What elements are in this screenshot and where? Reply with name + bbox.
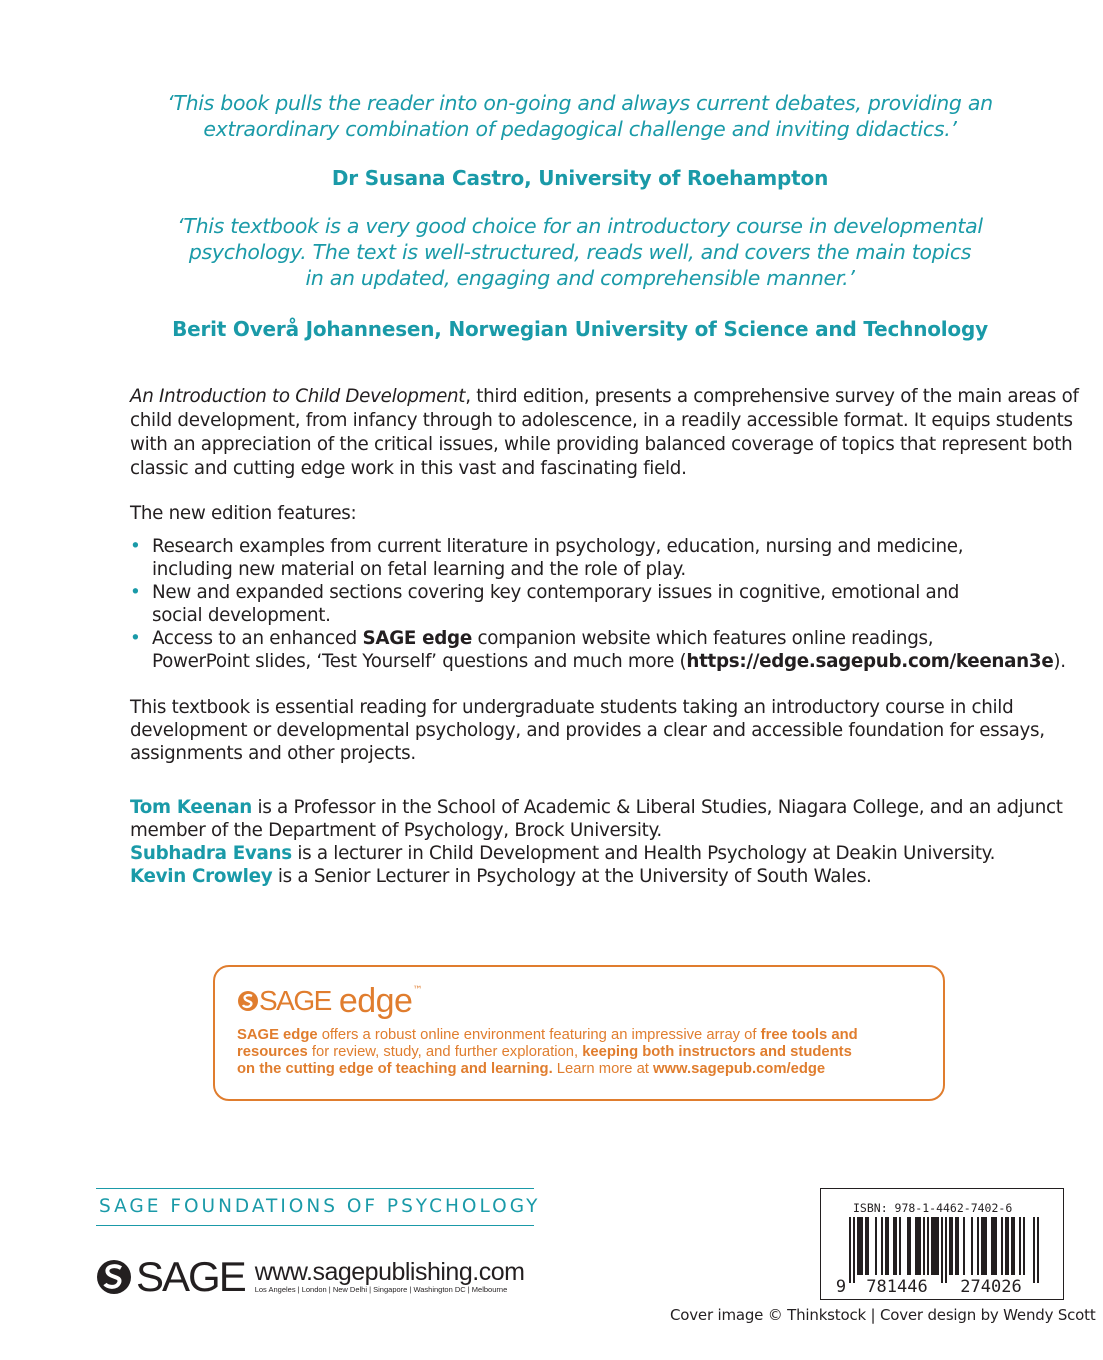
barcode-bar <box>981 1217 983 1275</box>
barcode-bar <box>941 1217 943 1283</box>
trademark-mark: ™ <box>412 985 423 996</box>
barcode-bar <box>971 1217 973 1275</box>
barcode-bar <box>977 1217 979 1275</box>
barcode-bar <box>849 1217 851 1283</box>
isbn-barcode <box>820 1188 1064 1300</box>
bullet-icon: • <box>130 628 141 649</box>
barcode-bar <box>935 1217 937 1275</box>
book-description <box>130 385 1079 481</box>
barcode-bar <box>927 1217 929 1275</box>
edge-l1-bold: SAGE edge <box>237 1027 318 1043</box>
author-bios <box>130 796 1070 888</box>
feature-2-line-2: social development. <box>152 605 331 626</box>
sage-edge-link[interactable]: www.sagepub.com/edge <box>653 1061 826 1077</box>
barcode-bar <box>907 1217 909 1275</box>
edge-l2-bold2: keeping both instructors and students <box>582 1044 852 1060</box>
author-1-line-1 <box>130 796 1070 819</box>
features-list <box>130 535 1066 673</box>
barcode-bar <box>1001 1217 1003 1275</box>
audience-paragraph <box>130 696 1050 765</box>
sage-logo-icon <box>96 1259 132 1295</box>
audience-line-2: development or developmental psychology, and provides a clear and accessible foundation for essays, <box>130 720 1045 741</box>
isbn-label: ISBN: 978-1-4462-7402-6 <box>853 1201 1013 1215</box>
sage-edge-logo <box>237 981 422 1021</box>
quote-1-attribution: Dr Susana Castro, University of Roehampton <box>331 166 829 190</box>
edge-l2-text: for review, study, and further exploration, <box>307 1044 583 1060</box>
barcode-bar <box>893 1217 895 1275</box>
barcode-bar <box>951 1217 953 1275</box>
edge-l1-text: offers a robust online environment featuring an impressive array of <box>317 1027 761 1043</box>
sage-edge-logo-edge: edge <box>338 981 413 1020</box>
barcode-bar <box>875 1217 877 1275</box>
edge-l3-bold: on the cutting edge of teaching and learning. <box>237 1061 553 1077</box>
feature-1-line-2: including new material on fetal learning and the role of play. <box>152 559 686 580</box>
sage-edge-box <box>213 965 945 1101</box>
quote-1 <box>130 90 1030 142</box>
sage-edge-mention: SAGE edge <box>362 628 472 649</box>
author-2-line <box>130 842 1070 865</box>
description-line-3: with an appreciation of the critical issues, while providing balanced coverage of topics that represent both <box>130 434 1073 455</box>
barcode-bar <box>1023 1217 1025 1275</box>
barcode-bar <box>1019 1217 1021 1275</box>
description-line-2: child development, from infancy through to adolescence, in a readily accessible format. It equips students <box>130 410 1073 431</box>
barcode-bar <box>1037 1217 1039 1283</box>
quote-2-line-1: ‘This textbook is a very good choice for an introductory course in developmental <box>177 214 983 238</box>
feature-3-line-2 <box>152 650 1066 673</box>
quote-1-line-1: ‘This book pulls the reader into on-going and always current debates, providing an <box>167 91 993 115</box>
barcode-bar <box>993 1217 995 1275</box>
barcode-bar <box>853 1217 855 1283</box>
author-1-line-2: member of the Department of Psychology, Brock University. <box>130 820 662 841</box>
barcode-bar <box>895 1217 897 1275</box>
barcode-digits: 274026 <box>960 1277 1022 1295</box>
feature-3-text-d: ). <box>1053 651 1066 672</box>
barcode-bar <box>1013 1217 1015 1275</box>
companion-website-link[interactable]: https://edge.sagepub.com/keenan3e <box>686 651 1054 672</box>
edge-line-3 <box>237 1061 937 1078</box>
barcode-bar <box>859 1217 861 1275</box>
barcode-bar <box>995 1217 997 1275</box>
barcode-bar <box>945 1217 947 1283</box>
barcode-bar <box>963 1217 965 1275</box>
author-1-text: is a Professor in the School of Academic & Liberal Studies, Niagara College, and an adjunct <box>252 797 1063 818</box>
list-item <box>130 581 1060 627</box>
barcode-icon <box>835 1217 1051 1295</box>
barcode-bar <box>991 1217 993 1275</box>
quote-2-attribution: Berit Overå Johannesen, Norwegian University of Science and Technology <box>172 317 988 341</box>
barcode-bar <box>955 1217 957 1275</box>
bullet-icon: • <box>130 582 141 603</box>
feature-3-text-a: Access to an enhanced <box>152 628 363 649</box>
barcode-bar <box>985 1217 987 1275</box>
edge-l1-bold2: free tools and <box>760 1027 858 1043</box>
author-3-text: is a Senior Lecturer in Psychology at the University of South Wales. <box>272 866 872 887</box>
barcode-bar <box>931 1217 933 1275</box>
bullet-icon: • <box>130 536 141 557</box>
author-3-name: Kevin Crowley <box>130 866 273 887</box>
author-2-name: Subhadra Evans <box>130 843 292 864</box>
feature-1-line-1: Research examples from current literature in psychology, education, nursing and medicine, <box>152 536 964 557</box>
feature-3-line-1 <box>152 627 1060 650</box>
quote-2 <box>130 213 1030 291</box>
author-2-text: is a lecturer in Child Development and Health Psychology at Deakin University. <box>291 843 996 864</box>
barcode-bar <box>1005 1217 1007 1275</box>
barcode-bar <box>857 1217 859 1275</box>
barcode-bar <box>919 1217 921 1275</box>
barcode-bar <box>861 1217 863 1275</box>
edge-l3-text: Learn more at <box>552 1061 654 1077</box>
barcode-digits: 781446 <box>866 1277 928 1295</box>
description-line-1 <box>130 385 1079 409</box>
audience-line-1: This textbook is essential reading for undergraduate students taking an introductory course in child <box>130 697 1014 718</box>
edge-l2-bold: resources <box>237 1044 308 1060</box>
quote-1-line-2: extraordinary combination of pedagogical challenge and inviting didactics.’ <box>203 117 957 141</box>
barcode-bar <box>899 1217 901 1275</box>
list-item <box>130 627 1066 673</box>
author-3-line <box>130 865 1070 888</box>
edge-line-2 <box>237 1044 937 1061</box>
quote-2-line-2: psychology. The text is well-structured, reads well, and covers the main topics <box>188 240 972 264</box>
book-title: An Introduction to Child Development <box>130 386 466 407</box>
list-item <box>130 535 1060 581</box>
feature-3-text-b: companion website which features online readings, <box>471 628 934 649</box>
cover-credit: Cover image © Thinkstock | Cover design by Wendy Scott <box>670 1306 1096 1324</box>
publisher-site <box>255 1259 525 1295</box>
barcode-bar <box>909 1217 911 1275</box>
barcode-bar <box>937 1217 939 1275</box>
barcode-bar <box>983 1217 985 1275</box>
barcode-bar <box>923 1217 925 1275</box>
barcode-digits: 9 <box>835 1277 847 1295</box>
barcode-bar <box>1007 1217 1009 1275</box>
description-line-1-rest: , third edition, presents a comprehensive survey of the main areas of <box>465 386 1079 407</box>
barcode-bar <box>885 1217 887 1275</box>
barcode-bar <box>917 1217 919 1275</box>
barcode-bar <box>865 1217 867 1275</box>
quote-2-line-3: in an updated, engaging and comprehensible manner.’ <box>305 266 855 290</box>
barcode-bar <box>1033 1217 1035 1283</box>
barcode-bar <box>867 1217 869 1275</box>
sage-swirl-icon <box>237 990 259 1012</box>
description-line-4: classic and cutting edge work in this vast and fascinating field. <box>130 458 687 479</box>
feature-2-line-1: New and expanded sections covering key contemporary issues in cognitive, emotional and <box>152 582 960 603</box>
publisher-cities: Los Angeles | London | New Delhi | Singapore | Washington DC | Melbourne <box>254 1285 508 1294</box>
edge-line-1 <box>237 1027 937 1044</box>
barcode-bar <box>949 1217 951 1275</box>
barcode-bar <box>957 1217 959 1275</box>
author-1-name: Tom Keenan <box>130 797 253 818</box>
barcode-bar <box>1011 1217 1013 1275</box>
barcode-bar <box>915 1217 917 1275</box>
barcode-bar <box>887 1217 889 1275</box>
sage-edge-description <box>237 1027 937 1078</box>
publisher-logo <box>96 1252 524 1302</box>
series-title: SAGE FOUNDATIONS OF PSYCHOLOGY <box>96 1188 534 1226</box>
publisher-url[interactable]: www.sagepublishing.com <box>254 1258 525 1286</box>
sage-edge-logo-sage: SAGE <box>259 985 331 1016</box>
publisher-name: SAGE <box>136 1253 245 1300</box>
audience-line-3: assignments and other projects. <box>130 743 416 764</box>
feature-3-text-c: PowerPoint slides, ‘Test Yourself’ questions and much more ( <box>152 651 687 672</box>
features-intro: The new edition features: <box>130 503 357 524</box>
barcode-bar <box>933 1217 935 1275</box>
barcode-bar <box>881 1217 883 1275</box>
